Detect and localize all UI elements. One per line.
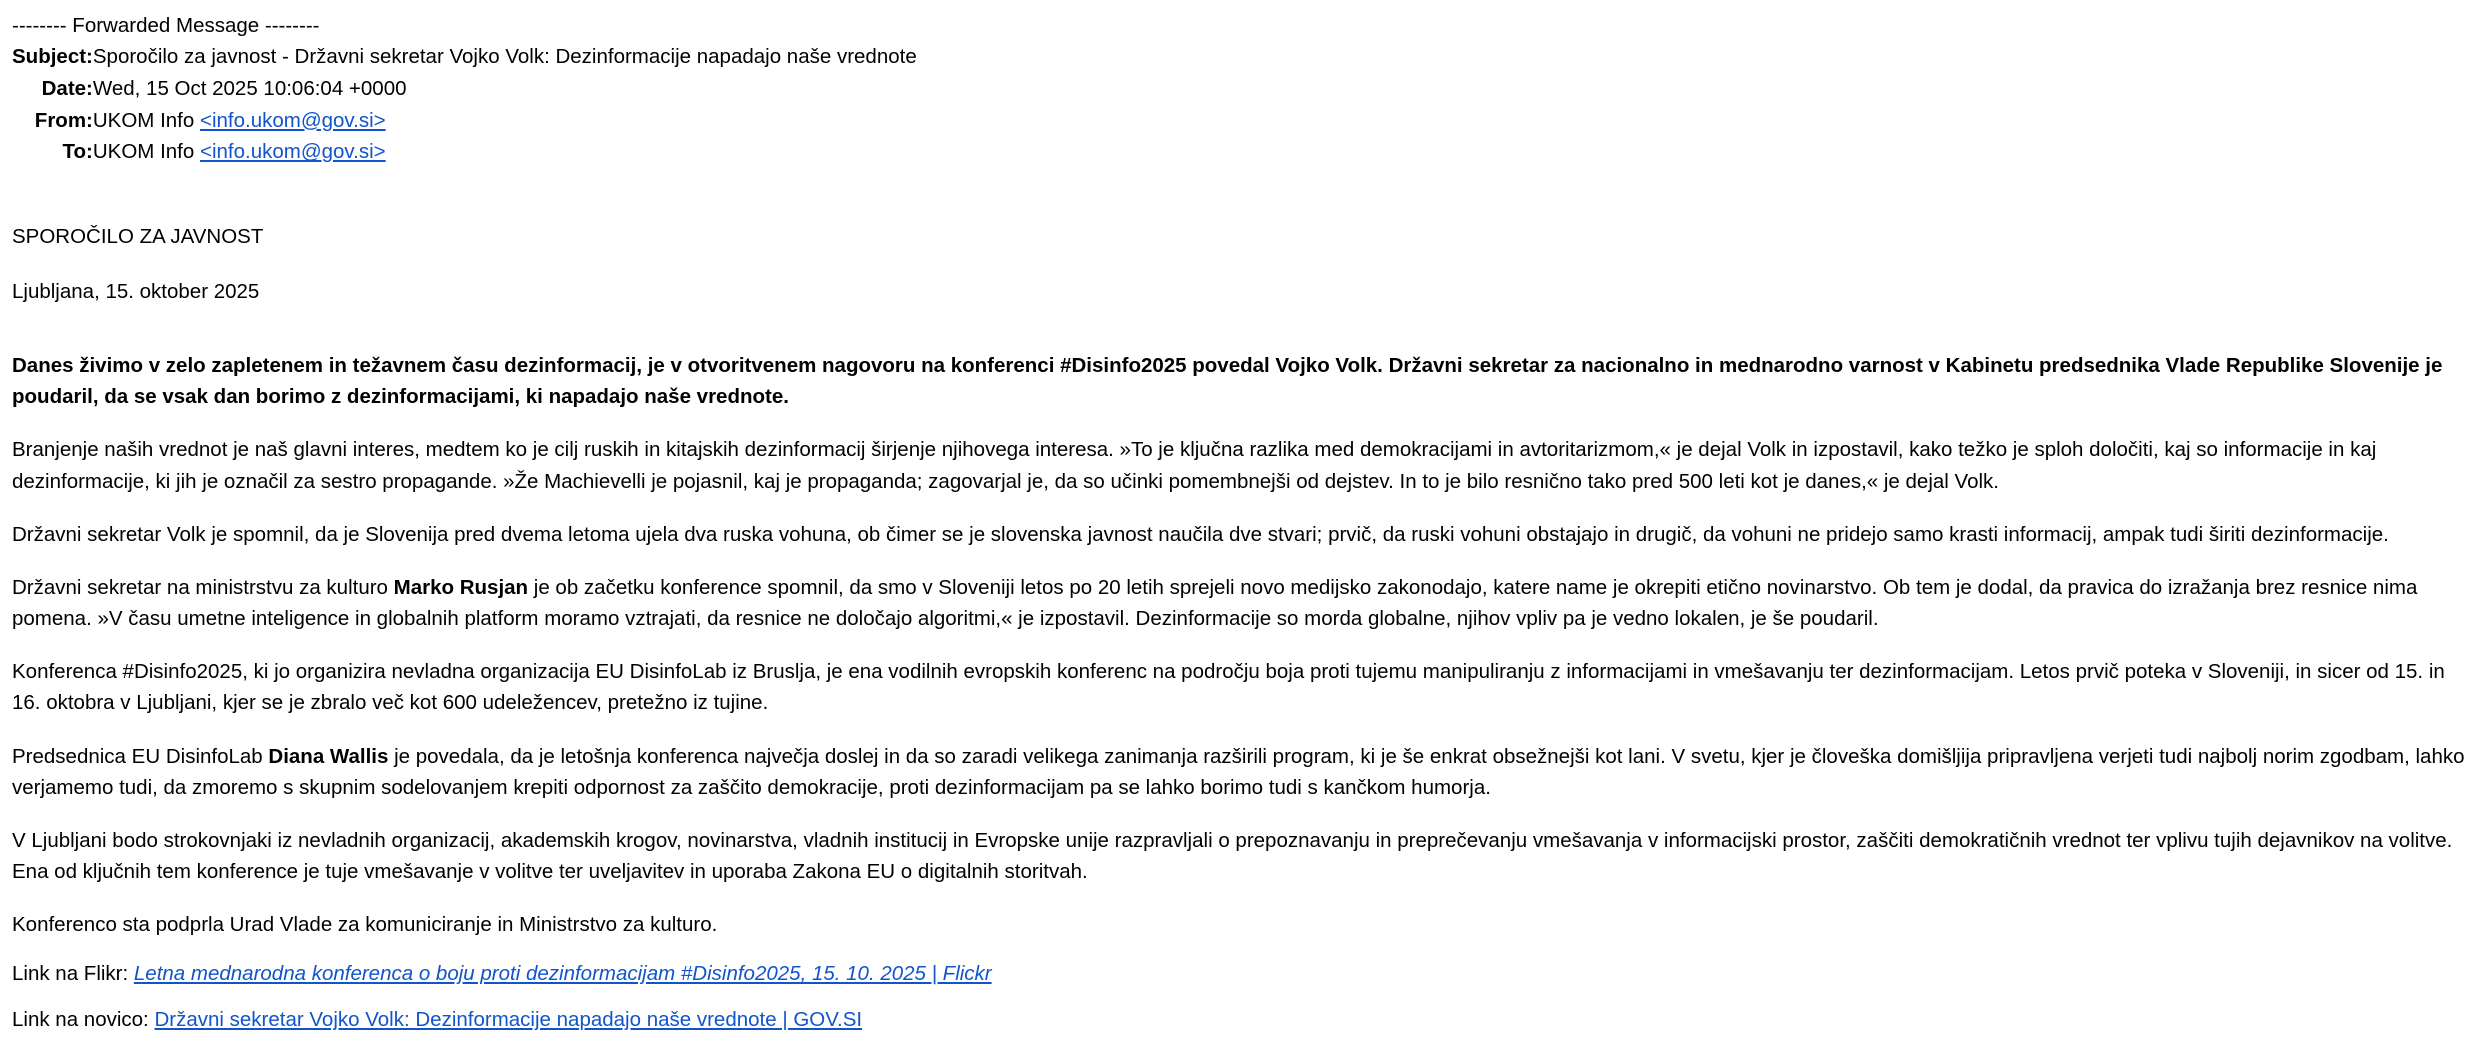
paragraph-text: Konferenca #Disinfo2025, ki jo organizira nevladna organizacija EU DisinfoLab iz Bruslja, je ena vodilnih evropskih konferenc na področju boja proti tujemu manipuliranju z informacijami in vmešavanju ter dezinformacijam. Letos prvič poteka v Sloveniji, in sicer od 15. in 16. oktobra v Ljubljani, kjer se je zbralo več kot 600 udeležencev, pretežno iz tujine. bbox=[12, 660, 2445, 715]
body-paragraph bbox=[12, 519, 2478, 550]
header-row-to bbox=[12, 137, 917, 169]
header-row-subject bbox=[12, 42, 917, 74]
to-display-name: UKOM Info bbox=[92, 140, 200, 164]
header-value-to bbox=[93, 137, 917, 169]
paragraph-text: Predsednica EU DisinfoLab bbox=[12, 744, 269, 768]
body-paragraph bbox=[12, 434, 2478, 496]
highlighted-name: Marko Rusjan bbox=[393, 575, 529, 599]
forwarded-message-header bbox=[12, 10, 2478, 169]
from-display-name: UKOM Info bbox=[92, 108, 200, 132]
external-link[interactable]: Državni sekretar Vojko Volk: Dezinformacije napadajo naše vrednote | GOV.SI bbox=[154, 1008, 863, 1032]
paragraph-text: Konferenco sta podprla Urad Vlade za komuniciranje in Ministrstvo za kulturo. bbox=[12, 913, 718, 937]
body-paragraph bbox=[12, 572, 2478, 634]
paragraph-text: Državni sekretar Volk je spomnil, da je Slovenija pred dvema letoma ujela dva ruska vohuna, ob čimer se je slovenska javnost naučila dve stvari; prvič, da ruski vohuni obstajajo in drugič, da vohuni ne pridejo samo krasti informacij, ampak tudi širiti dezinformacije. bbox=[12, 522, 2389, 546]
message-header-table bbox=[12, 42, 917, 169]
press-release-label: SPOROČILO ZA JAVNOST bbox=[12, 225, 264, 249]
paragraph-text: Branjenje naših vrednot je naš glavni interes, medtem ko je cilj ruskih in kitajskih dezinformacij širjenje njihovega interesa. »To je ključna razlika med demokracijami in avtoritarizmom,« je dejal Volk in izpostavil, kako težko je sploh določiti, kaj so informacije in kaj dezinformacije, ki jih je označil za sestro propagande. »Že Machievelli je pojasnil, kaj je propaganda; zagovarjal je, da so učinki pomembnejši od dejstev. In to je bilo resnično tako pred 500 leti kot je danes,« je dejal Volk. bbox=[12, 438, 2377, 493]
header-body-spacer bbox=[12, 169, 2478, 225]
paragraph-text: V Ljubljani bodo strokovnjaki iz nevladnih organizacij, akademskih krogov, novinarstva, vladnih institucij in Evropske unije razpravljali o prepoznavanju in preprečevanju vmešavanja v informacijski prostor, zaščiti demokratičnih vrednot ter vplivu tujih dejavnikov na volitve. Ena od ključnih tem konference je tuje vmešavanje v volitve ter uveljavitev in uporaba Zakona EU o digitalnih storitvah. bbox=[12, 828, 2453, 884]
header-label-to: To: bbox=[62, 140, 93, 164]
body-paragraphs bbox=[12, 434, 2478, 940]
header-value-subject: Sporočilo za javnost - Državni sekretar Vojko Volk: Dezinformacije napadajo naše vrednote bbox=[92, 45, 917, 69]
header-row-from bbox=[12, 106, 917, 138]
header-label-subject: Subject: bbox=[12, 45, 93, 69]
to-email-link[interactable]: <info.ukom@gov.si> bbox=[199, 140, 386, 164]
body-paragraph bbox=[12, 741, 2478, 803]
body-paragraph bbox=[12, 656, 2478, 718]
external-link[interactable]: Letna mednarodna konferenca o boju proti dezinformacijam #Disinfo2025, 15. 10. 2025 | Flickr bbox=[133, 962, 992, 986]
document-links bbox=[12, 962, 2478, 1032]
highlighted-name: Diana Wallis bbox=[268, 744, 389, 768]
header-label-from: From: bbox=[34, 108, 93, 132]
dateline: Ljubljana, 15. oktober 2025 bbox=[12, 280, 260, 304]
link-prefix: Link na Flikr: bbox=[12, 962, 134, 986]
header-row-date bbox=[12, 74, 917, 106]
header-value-date: Wed, 15 Oct 2025 10:06:04 +0000 bbox=[92, 76, 407, 100]
body-paragraph bbox=[12, 825, 2478, 887]
forwarded-separator: -------- Forwarded Message -------- bbox=[12, 14, 320, 37]
link-line bbox=[12, 962, 2478, 986]
paragraph-text: Državni sekretar na ministrstvu za kulturo bbox=[12, 575, 394, 599]
link-line bbox=[12, 1008, 2478, 1032]
link-prefix: Link na novico: bbox=[12, 1008, 155, 1032]
from-email-link[interactable]: <info.ukom@gov.si> bbox=[199, 108, 386, 132]
paragraph-text: je povedala, da je letošnja konferenca največja doslej in da so zaradi velikega zanimanja razširili program, ki je še enkrat obsežnejši kot lani. V svetu, kjer je človeška domišljija pripravljena verjeti tudi najbolj norim zgodbam, lahko verjamemo tudi, da zmoremo s skupnim sodelovanjem krepiti odpornost za zaščito demokracije, proti dezinformacijam pa se lahko borimo tudi s kančkom humorja. bbox=[12, 744, 2465, 799]
header-label-date: Date: bbox=[41, 76, 93, 100]
lede-paragraph: Danes živimo v zelo zapletenem in težavnem času dezinformacij, je v otvoritvenem nagovoru na konferenci #Disinfo2025 povedal Vojko Volk. Državni sekretar za nacionalno in mednarodno varnost v Kabinetu predsednika Vlade Republike Slovenije je poudaril, da se vsak dan borimo z dezinformacijami, ki napadajo naše vrednote. bbox=[12, 354, 2443, 409]
paragraph-text: je ob začetku konference spomnil, da smo v Sloveniji letos po 20 letih sprejeli novo medijsko zakonodajo, katere name je okrepiti etično novinarstvo. Ob tem je dodal, da pravica do izražanja brez resnice nima pomena. »V času umetne inteligence in globalnih platform moramo vztrajati, da resnice ne določajo algoritmi,« je izpostavil. Dezinformacije so morda globalne, njihov vpliv pa je vedno lokalen, je še poudaril. bbox=[12, 575, 2418, 631]
header-value-from bbox=[93, 106, 917, 138]
